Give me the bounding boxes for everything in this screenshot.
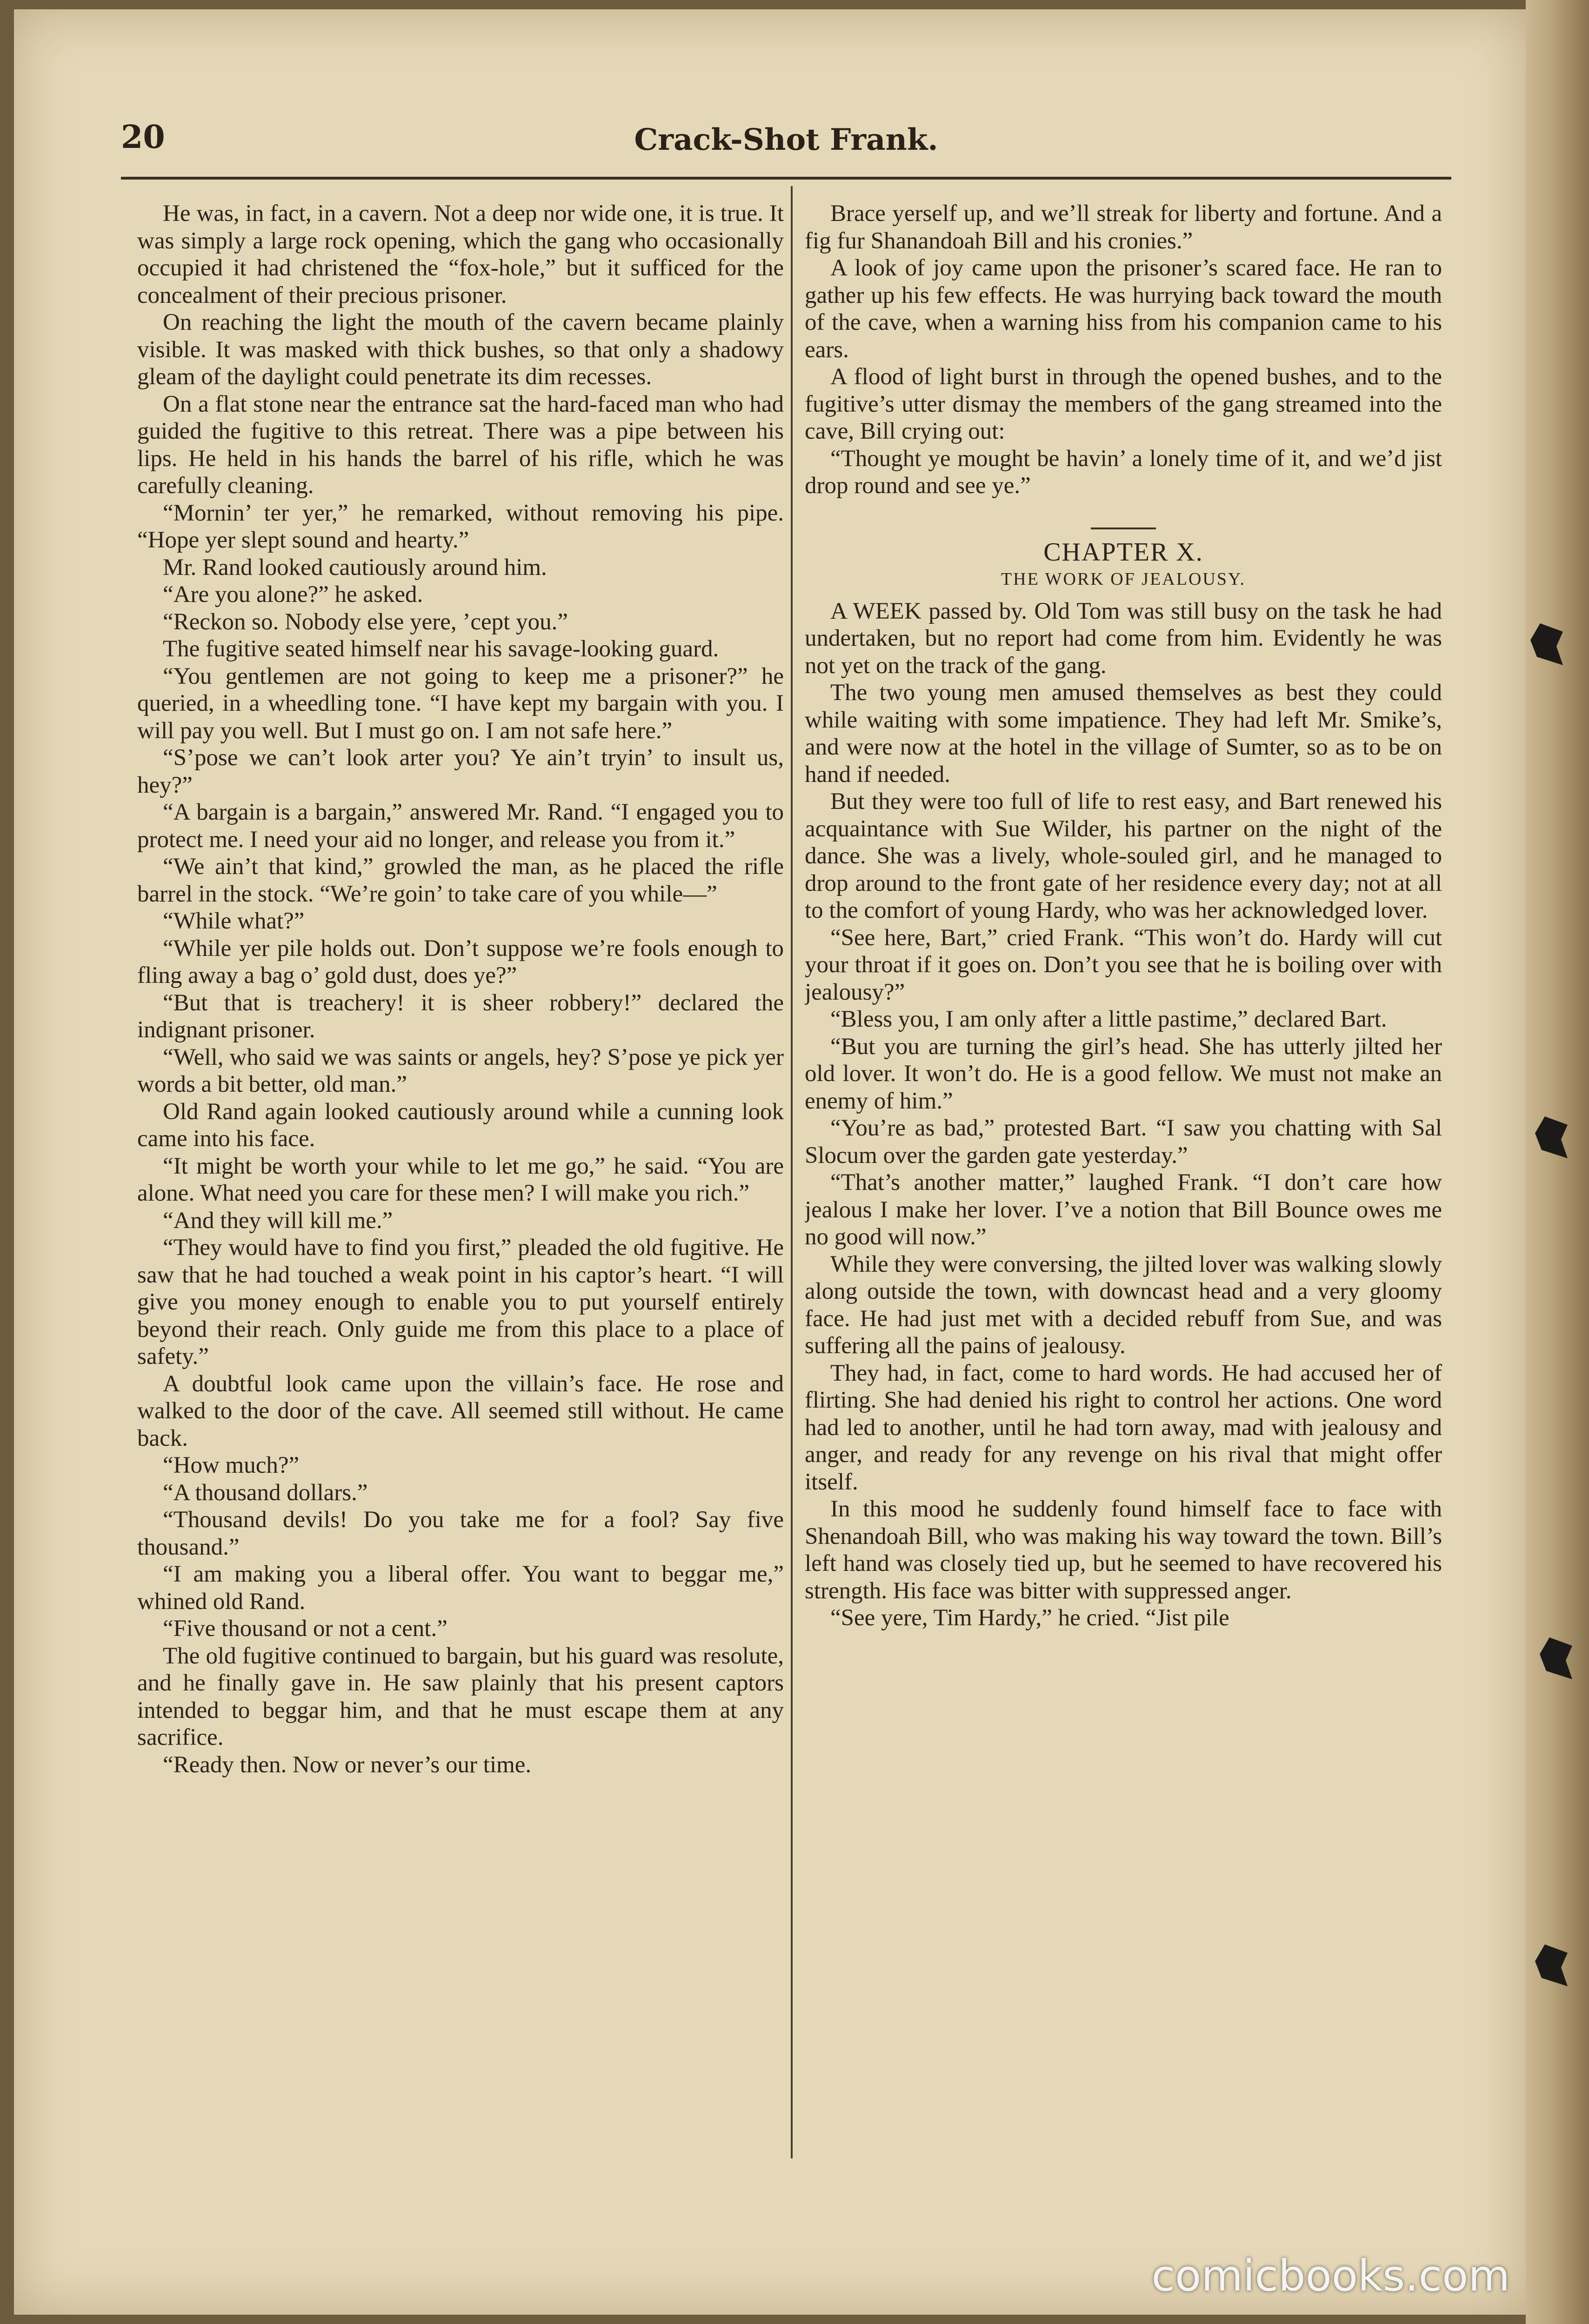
section-separator (1091, 528, 1156, 529)
paragraph: “Mornin’ ter yer,” he remarked, without removing his pipe. “Hope yer slept sound and hearty.” (137, 500, 784, 553)
paragraph: “I am making you a liberal offer. You want to beggar me,” whined old Rand. (137, 1561, 784, 1615)
paragraph: He was, in fact, in a cavern. Not a deep nor wide one, it is true. It was simply a large rock opening, which the gang who occasionally occupied it had christened the “fox-hole,” but it sufficed for the concealment of their precious prisoner. (137, 200, 784, 308)
paragraph: The old fugitive continued to bargain, but his guard was resolute, and he finally gave in. He saw plainly that his present captors intended to beggar him, and that he must escape them at any sacrifice. (137, 1643, 784, 1750)
paragraph: Brace yerself up, and we’ll streak for liberty and fortune. And a fig fur Shanandoah Bill and his cronies.” (805, 200, 1442, 254)
paragraph: “They would have to find you first,” pleaded the old fugitive. He saw that he had touched a weak point in his captor’s heart. “I will give you money enough to enable you to put yourself entirely beyond their reach. Only guide me from this place to a place of safety.” (137, 1235, 784, 1369)
paragraph: “Thought ye mought be havin’ a lonely time of it, and we’d jist drop round and see ye.” (805, 445, 1442, 499)
paragraph: “A bargain is a bargain,” answered Mr. Rand. “I engaged you to protect me. I need your aid no longer, and release you from it.” (137, 799, 784, 853)
paragraph: The fugitive seated himself near his savage-looking guard. (163, 636, 719, 662)
paragraph: But they were too full of life to rest easy, and Bart renewed his acquaintance with Sue Wilder, his partner on the night of the dance. She was a lively, whole-souled girl, and he managed to drop around to the front gate of her residence every day; not at all to the comfort of young Hardy, who was her acknowledged lover. (805, 788, 1442, 923)
paragraph: “Thousand devils! Do you take me for a fool? Say five thousand.” (137, 1507, 784, 1560)
page-tear (1535, 1116, 1568, 1158)
paragraph: “Five thousand or not a cent.” (163, 1616, 447, 1642)
paragraph: “Ready then. Now or never’s our time. (163, 1751, 532, 1778)
paragraph: They had, in fact, come to hard words. He had accused her of flirting. She had denied his right to control her actions. One word had led to another, until he had torn away, mad with jealousy and anger, and ready for any revenge on his rival that might offer itself. (805, 1360, 1442, 1495)
chapter-heading: CHAPTER X. (1043, 537, 1203, 567)
paragraph: “That’s another matter,” laughed Frank. “I don’t care how jealous I make her lover. I’ve a notion that Bill Bounce owes me no good will now.” (805, 1169, 1442, 1250)
page-tear (1535, 1944, 1568, 1986)
paragraph: “S’pose we can’t look arter you? Ye ain’t tryin’ to insult us, hey?” (137, 745, 784, 798)
paragraph: “How much?” (163, 1452, 300, 1478)
watermark: comicbooks.com (1151, 2251, 1510, 2301)
paragraph: In this mood he suddenly found himself face to face with Shenandoah Bill, who was making his way toward the town. Bill’s left hand was closely tied up, but he seemed to have recovered his strength. His face was bitter with suppressed anger. (805, 1496, 1442, 1604)
paragraph: A flood of light burst in through the opened bushes, and to the fugitive’s utter dismay the members of the gang streamed into the cave, Bill crying out: (805, 364, 1442, 444)
paragraph: On a flat stone near the entrance sat the hard-faced man who had guided the fugitive to this retreat. There was a pipe between his lips. He held in his hands the barrel of his rifle, which he was carefully cleaning. (137, 391, 784, 499)
page-edge (1526, 0, 1589, 2324)
paragraph: “Well, who said we was saints or angels, hey? S’pose ye pick yer words a bit better, old man.” (137, 1044, 784, 1097)
paragraph: “See yere, Tim Hardy,” he cried. “Jist pile (830, 1605, 1229, 1631)
paragraph: On reaching the light the mouth of the cavern became plainly visible. It was masked with thick bushes, so that only a shadowy gleam of the daylight could penetrate its dim recesses. (137, 309, 784, 390)
paragraph: “While what?” (163, 908, 305, 934)
paragraph: “Bless you, I am only after a little pastime,” declared Bart. (830, 1006, 1387, 1032)
paragraph: “We ain’t that kind,” growled the man, as he placed the rifle barrel in the stock. “We’re goin’ to take care of you while—” (137, 854, 784, 907)
paragraph: Mr. Rand looked cautiously around him. (163, 554, 547, 581)
paragraph: “See here, Bart,” cried Frank. “This won’t do. Hardy will cut your throat if it goes on. Don’t you see that he is boiling over with jealousy?” (805, 924, 1442, 1005)
running-title: Crack-Shot Frank. (634, 122, 938, 157)
paragraph: “You’re as bad,” protested Bart. “I saw you chatting with Sal Slocum over the garden gate yesterday.” (805, 1115, 1442, 1169)
left-column (137, 200, 784, 2154)
paragraph: “A thousand dollars.” (163, 1479, 368, 1506)
page-header (121, 114, 1451, 165)
paragraph: “And they will kill me.” (163, 1207, 393, 1234)
chapter-subtitle: THE WORK OF JEALOUSY. (1001, 569, 1246, 589)
right-column (805, 200, 1442, 2154)
column-divider (791, 186, 793, 2158)
page-tear (1540, 1637, 1572, 1679)
paragraph: “But that is treachery! it is sheer robbery!” declared the indignant prisoner. (137, 989, 784, 1043)
paragraph: “But you are turning the girl’s head. She has utterly jilted her old lover. It won’t do. He is a good fellow. We must not make an enemy of him.” (805, 1033, 1442, 1114)
paragraph: “While yer pile holds out. Don’t suppose we’re fools enough to fling away a bag o’ gold dust, does ye?” (137, 935, 784, 988)
paragraph: A WEEK passed by. Old Tom was still busy on the task he had undertaken, but no report had come from him. Evidently he was not yet on the track of the gang. (805, 598, 1442, 679)
magazine-page (14, 9, 1526, 2315)
paragraph: “You gentlemen are not going to keep me a prisoner?” he queried, in a wheedling tone. “I have kept my bargain with you. I will pay you well. But I must go on. I am not safe here.” (137, 663, 784, 744)
paragraph: Old Rand again looked cautiously around while a cunning look came into his face. (137, 1098, 784, 1152)
paragraph: “Reckon so. Nobody else yere, ’cept you.” (163, 608, 568, 635)
header-rule (121, 177, 1451, 180)
paragraph: The two young men amused themselves as best they could while waiting with some impatience. They had left Mr. Smike’s, and were now at the hotel in the village of Sumter, so as to be on hand if needed. (805, 680, 1442, 788)
paragraph: “It might be worth your while to let me go,” he said. “You are alone. What need you care for these men? I will make you rich.” (137, 1153, 784, 1206)
paragraph: A look of joy came upon the prisoner’s scared face. He ran to gather up his few effects. He was hurrying back toward the mouth of the cave, when a warning hiss from his companion came to his ears. (805, 255, 1442, 363)
paragraph: While they were conversing, the jilted lover was walking slowly along outside the town, with downcast head and a very gloomy face. He had just met with a decided rebuff from Sue, and was suffering all the pains of jealousy. (805, 1251, 1442, 1359)
paragraph: A doubtful look came upon the villain’s face. He rose and walked to the door of the cave. All seemed still without. He came back. (137, 1370, 784, 1451)
page-number: 20 (121, 119, 165, 156)
paragraph: “Are you alone?” he asked. (163, 581, 423, 608)
page-tear (1530, 623, 1563, 665)
